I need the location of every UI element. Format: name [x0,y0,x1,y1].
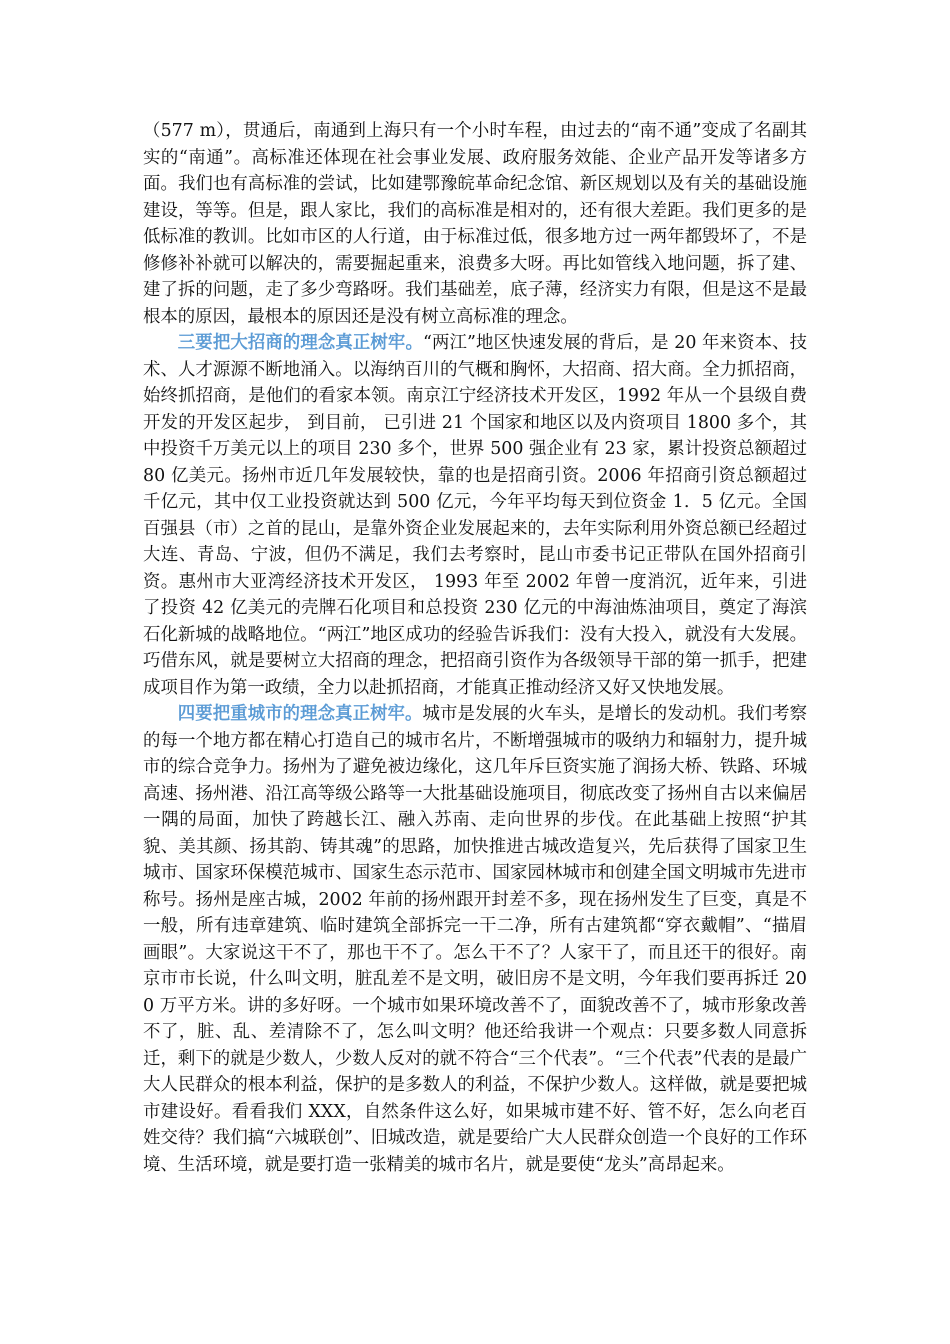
paragraph-high-standard-continued [143,118,807,330]
paragraph-investment-attraction [143,330,807,701]
section-heading-investment: 三要把大招商的理念真正树牢。 [177,333,423,353]
paragraph-body: 城市是发展的火车头，是增长的发动机。我们考察的每一个地方都在精心打造自己的城市名片，不断增强城市的吸纳力和辐射力，提升城市的综合竞争力。扬州为了避免被边缘化，这几年斥巨资实施了润扬大桥、铁路、环城高速、扬州港、沿江高等级公路等一大批基础设施项目，彻底改变了扬州自古以来偏居一隅的局面，加快了跨越长江、融入苏南、走向世界的步伐。在此基础上按照“护其貌、美其颜、扬其韵、铸其魂”的思路，加快推进古城改造复兴，先后获得了国家卫生城市、国家环保模范城市、国家生态示范市、国家园林城市和创建全国文明城市先进市称号。扬州是座古城，2002 年前的扬州跟开封差不多，现在扬州发生了巨变，真是不一般，所有违章建筑、临时建筑全部拆完一干二净，所有古建筑都“穿衣戴帽”、“描眉画眼”。大家说这干不了，那也干不了。怎么干不了？人家干了，而且还干的很好。南京市市长说，什么叫文明，脏乱差不是文明，破旧房不是文明，今年我们要再拆迁 200 万平方米。讲的多好呀。一个城市如果环境改善不了，面貌改善不了，城市形象改善不了，脏、乱、差清除不了，怎么叫文明？他还给我讲一个观点：只要多数人同意拆迁，剩下的就是少数人，少数人反对的就不符合“三个代表”。“三个代表”代表的是最广大人民群众的根本利益，保护的是多数人的利益，不保护少数人。这样做，就是要把城市建设好。看看我们 XXX，自然条件这么好，如果城市建不好、管不好，怎么向老百姓交待？我们搞“六城联创”、旧城改造，就是要给广大人民群众创造一个良好的工作环境、生活环境，就是要打造一张精美的城市名片，就是要使“龙头”高昂起来。 [143,704,807,1175]
paragraph-body: “两江”地区快速发展的背后，是 20 年来资本、技术、人才源源不断地涌入。以海纳百川的气概和胸怀，大招商、招大商。全力抓招商，始终抓招商，是他们的看家本领。南京江宁经济技术开发区，1992 年从一个县级自费开发的开发区起步， 到目前， 已引进 21 个国家和地区以及内资项目 1800 多个，其中投资千万美元以上的项目 230 多个，世界 500 强企业有 23 家，累计投资总额超过 80 亿美元。扬州市近几年发展较快，靠的也是招商引资。2006 年招商引资总额超过千亿元，其中仅工业投资就达到 500 亿元，今年平均每天到位资金 1．5 亿元。全国百强县（市）之首的昆山，是靠外资企业发展起来的，去年实际利用外资总额已经超过大连、青岛、宁波，但仍不满足，我们去考察时，昆山市委书记正带队在国外招商引资。惠州市大亚湾经济技术开发区， 1993 年至 2002 年曾一度消沉，近年来，引进了投资 42 亿美元的壳牌石化项目和总投资 230 亿元的中海油炼油项目，奠定了海滨石化新城的战略地位。“两江”地区成功的经验告诉我们：没有大投入，就没有大发展。巧借东风，就是要树立大招商的理念，把招商引资作为各级领导干部的第一抓手，把建成项目作为第一政绩，全力以赴抓招商，才能真正推动经济又好又快地发展。 [143,333,807,698]
document-page [143,118,807,1178]
section-heading-city: 四要把重城市的理念真正树牢。 [177,704,423,724]
paragraph-body: （577 m），贯通后，南通到上海只有一个小时车程，由过去的“南不通”变成了名副其实的“南通”。高标准还体现在社会事业发展、政府服务效能、企业产品开发等诸多方面。我们也有高标准的尝试，比如建鄂豫皖革命纪念馆、新区规划以及有关的基础设施建设，等等。但是，跟人家比，我们的高标准是相对的，还有很大差距。我们更多的是低标准的教训。比如市区的人行道，由于标准过低，很多地方过一两年都毁坏了，不是修修补补就可以解决的，需要掘起重来，浪费多大呀。再比如管线入地问题，拆了建、建了拆的问题，走了多少弯路呀。我们基础差，底子薄，经济实力有限，但是这不是最根本的原因，最根本的原因还是没有树立高标准的理念。 [143,121,807,327]
paragraph-city-development [143,701,807,1178]
